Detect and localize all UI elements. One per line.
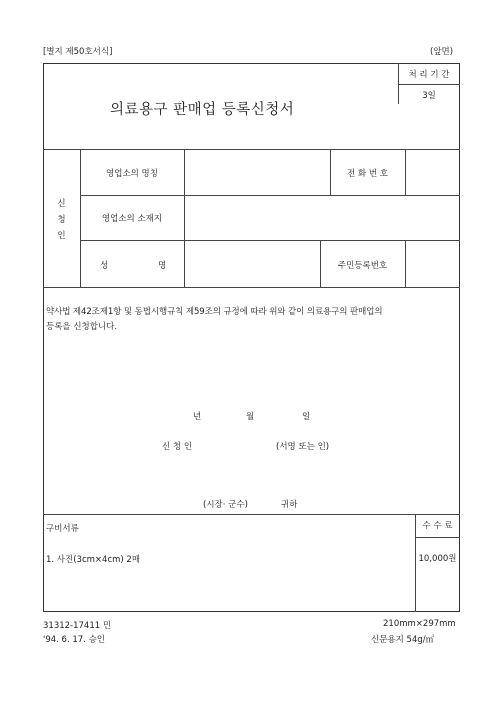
required-documents-label: 구비서류 <box>46 524 79 534</box>
fee-label: 수 수 료 <box>422 521 453 531</box>
name-field[interactable] <box>186 243 318 285</box>
applicant-signature-label: 신 청 인 <box>162 442 193 452</box>
recipient-label: (시장· 군수) <box>203 500 248 510</box>
name-label-2: 명 <box>158 261 167 271</box>
statement-line-1: 약사법 제42조제1항 및 동법시행규칙 제59조의 규정에 따라 위와 같이 의료용구의 판매업의 <box>46 307 383 317</box>
resident-number-field[interactable] <box>407 243 458 285</box>
approval-date: '94. 6. 17. 승인 <box>43 635 106 645</box>
date-day-label: 일 <box>302 412 311 422</box>
form-code: 31312-17411 민 <box>43 621 112 631</box>
required-document-item-1: 1. 사진(3cm×4cm) 2매 <box>46 555 141 565</box>
signature-hint: (서명 또는 인) <box>276 442 330 452</box>
paper-type: 신문용지 54g/㎡ <box>371 635 435 645</box>
date-year-label: 년 <box>193 412 202 422</box>
form-title: 의료용구 판매업 등록신청서 <box>110 102 295 118</box>
business-name-label: 영업소의 명칭 <box>106 169 158 179</box>
business-name-field[interactable] <box>186 152 328 193</box>
page-side-label: (앞면) <box>430 47 454 57</box>
applicant-side-label-3: 인 <box>57 231 66 241</box>
form-number: [별지 제50호서식] <box>43 47 113 57</box>
applicant-side-label-1: 신 <box>57 199 66 209</box>
date-month-label: 월 <box>246 412 255 422</box>
phone-label: 전 화 번 호 <box>347 169 388 179</box>
paper-size: 210mm×297mm <box>383 619 456 629</box>
honorific-label: 귀하 <box>281 500 298 510</box>
statement-line-2: 등록을 신청합니다. <box>46 322 118 332</box>
form-frame <box>43 63 460 612</box>
processing-period-value: 3일 <box>422 91 436 101</box>
phone-field[interactable] <box>407 152 458 193</box>
business-address-field[interactable] <box>186 197 458 238</box>
resident-number-label: 주민등록번호 <box>337 261 388 271</box>
business-address-label: 영업소의 소재지 <box>101 214 163 224</box>
name-label-1: 성 <box>100 261 109 271</box>
processing-period-label: 처 리 기 간 <box>408 70 450 80</box>
fee-value: 10,000원 <box>418 554 457 564</box>
applicant-side-label-2: 청 <box>57 215 66 225</box>
